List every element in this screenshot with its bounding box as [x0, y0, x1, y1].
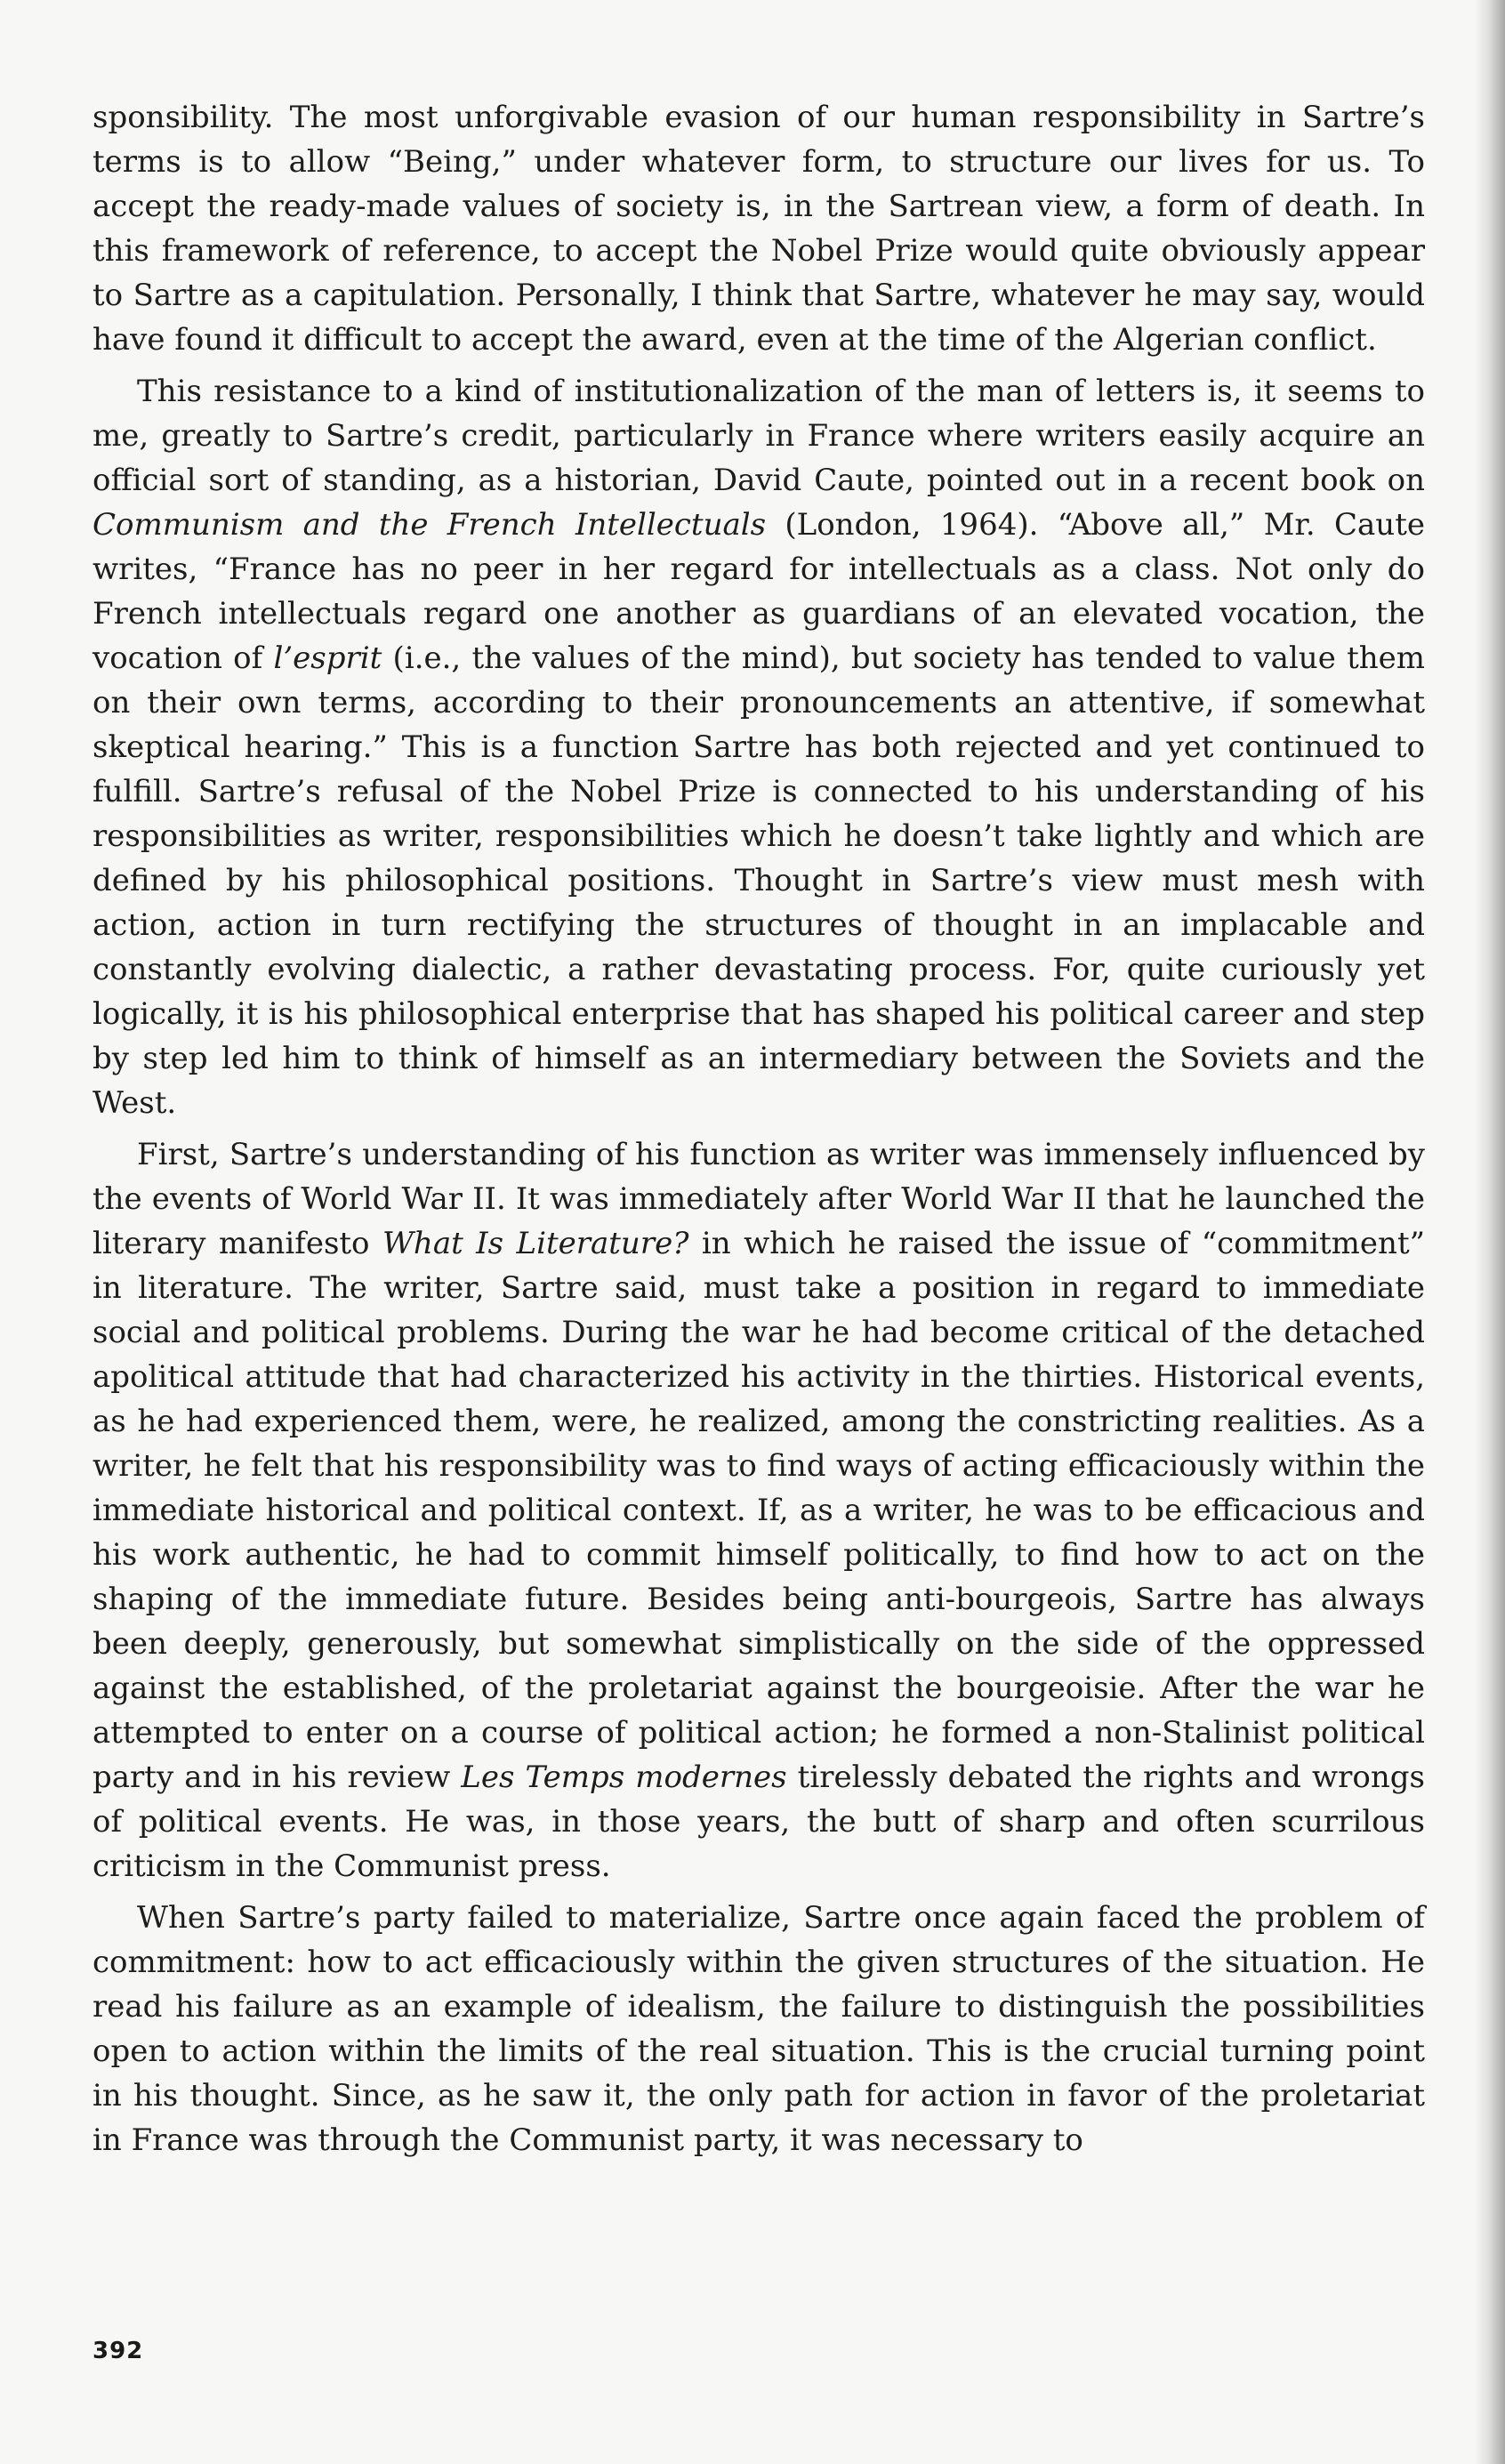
body-text — [93, 95, 1425, 2170]
book-title-what-is-literature: What Is Literature? — [382, 1226, 689, 1261]
paragraph-4 — [93, 1896, 1425, 2162]
paragraph-3-text-a: First, Sartre’s understanding of his function as writer was immensely influenced by the events of World War II. It was immediately after World War II that he launched the literary manifesto — [93, 1137, 1425, 1261]
page-number: 392 — [93, 2338, 144, 2364]
paragraph-2-text-c: (i.e., the values of the mind), but society has tended to value them on their own terms, according to their pronouncements an attentive, if somewhat skeptical hearing.” This is a function Sartre has both rejected and yet continued to fulfill. Sartre’s refusal of the Nobel Prize is connected to his understanding of his responsibilities as writer, responsibilities which he doesn’t take lightly and which are defined by his philosophical positions. Thought in Sartre’s view must mesh with action, action in turn rectifying the structures of thought in an implacable and constantly evolving dialectic, a rather devastating process. For, quite curiously yet logically, it is his philosophical enterprise that has shaped his political career and step by step led him to think of himself as an intermediary between the Soviets and the West. — [93, 640, 1425, 1121]
paragraph-1-text: sponsibility. The most unforgivable evasion of our human responsibility in Sartre’s terms is to allow “Being,” under whatever form, to structure our lives for us. To accept the ready-made values of society is, in the Sartrean view, a form of death. In this framework of reference, to accept the Nobel Prize would quite obviously appear to Sartre as a capitulation. Personally, I think that Sartre, whatever he may say, would have found it difficult to accept the award, even at the time of the Algerian conflict. — [93, 100, 1425, 358]
review-title-temps-modernes: Les Temps modernes — [461, 1759, 787, 1795]
book-title-communism: Communism and the French Intellectuals — [93, 507, 767, 543]
paragraph-3-text-b: in which he raised the issue of “commitment” in literature. The writer, Sartre said, must take a position in regard to immediate social and political problems. During the war he had become critical of the detached apolitical attitude that had characterized his activity in the thirties. Historical events, as he had experienced them, were, he realized, among the constricting realities. As a writer, he felt that his responsibility was to find ways of acting efficaciously within the immediate historical and political context. If, as a writer, he was to be efficacious and his work authentic, he had to commit himself politically, to find how to act on the shaping of the immediate future. Besides being anti-bourgeois, Sartre has always been deeply, generously, but somewhat simplistically on the side of the oppressed against the established, of the proletariat against the bourgeoisie. After the war he attempted to enter on a course of political action; he formed a non-Stalinist political party and in his review — [93, 1226, 1425, 1795]
paragraph-4-text: When Sartre’s party failed to materialize, Sartre once again faced the problem of commitment: how to act efficaciously within the given structures of the situation. He read his failure as an example of idealism, the failure to distinguish the possibilities open to action within the limits of the real situation. This is the crucial turning point in his thought. Since, as he saw it, the only path for action in favor of the proletariat in France was through the Communist party, it was necessary to — [93, 1900, 1425, 2158]
paragraph-2-text-b: (London, 1964). “Above all,” Mr. Caute writes, “France has no peer in her regard for intellectuals as a class. Not only do French intellectuals regard one another as guardians of an elevated vocation, the vocation of — [93, 507, 1425, 676]
paragraph-2-text-a: This resistance to a kind of institutionalization of the man of letters is, it seems to me, greatly to Sartre’s credit, particularly in France where writers easily acquire an official sort of standing, as a historian, David Caute, pointed out in a recent book on — [93, 374, 1425, 498]
term-lesprit: l’esprit — [273, 640, 382, 676]
binding-edge-shadow — [1475, 0, 1505, 2464]
paragraph-2 — [93, 369, 1425, 1125]
paragraph-3 — [93, 1132, 1425, 1888]
paragraph-1 — [93, 95, 1425, 362]
paragraph-3-text-c: tirelessly debated the rights and wrongs of political events. He was, in those years, the butt of sharp and often scurrilous criticism in the Communist press. — [93, 1759, 1425, 1884]
